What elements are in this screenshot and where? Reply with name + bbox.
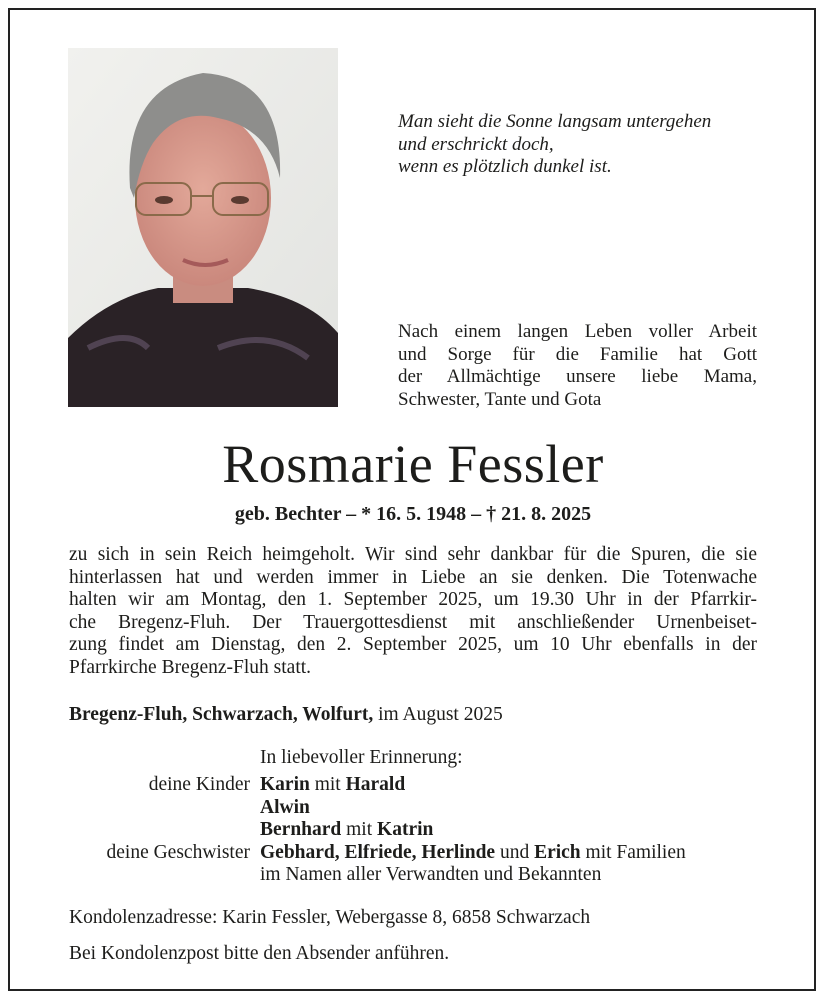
siblings-label: deine Geschwister bbox=[106, 841, 250, 863]
body-line: halten wir am Montag, den 1. September 2025, um 19.30 Uhr in der Pfarrkir- bbox=[69, 589, 757, 610]
deceased-name: Rosmarie Fessler bbox=[222, 434, 604, 494]
siblings-entry: Gebhard, Elfriede, Herlinde und Erich mit Familien bbox=[260, 841, 686, 863]
quote-line: Man sieht die Sonne langsam untergehen bbox=[398, 111, 712, 132]
condolence-address: Kondolenzadresse: Karin Fessler, Webergasse 8, 6858 Schwarzach bbox=[69, 907, 591, 928]
birth-death-dates: geb. Bechter – * 16. 5. 1948 – † 21. 8. 2025 bbox=[234, 503, 592, 525]
child-entry: Karin mit Harald bbox=[260, 774, 406, 795]
condolence-note: Bei Kondolenzpost bitte den Absender anführen. bbox=[69, 943, 450, 964]
family-heading: In liebevoller Erinnerung: bbox=[260, 747, 463, 768]
child-entry: Bernhard mit Katrin bbox=[260, 819, 434, 840]
body-line: zung findet am Dienstag, den 2. September 2025, um 10 Uhr ebenfalls in der bbox=[69, 634, 757, 655]
quote bbox=[398, 111, 768, 179]
body-text bbox=[69, 544, 757, 679]
place-date bbox=[69, 704, 503, 726]
portrait-photo bbox=[68, 48, 338, 407]
places: Bregenz-Fluh, Schwarzach, Wolfurt, bbox=[69, 704, 374, 725]
body-line: hinterlassen hat und werden immer in Liebe an sie denken. Die Totenwache bbox=[69, 566, 757, 588]
intro-line: Nach einem langen Leben voller Arbeit bbox=[398, 321, 757, 342]
quote-line: wenn es plötzlich dunkel ist. bbox=[398, 156, 612, 177]
body-line: Pfarrkirche Bregenz-Fluh statt. bbox=[69, 656, 312, 678]
intro-line: Schwester, Tante und Gota bbox=[398, 388, 602, 410]
intro-line: der Allmächtige unsere liebe Mama, bbox=[398, 366, 757, 387]
quote-line: und erschrickt doch, bbox=[398, 133, 554, 155]
body-line: che Bregenz-Fluh. Der Trauergottesdienst mit anschließender Urnenbeiset- bbox=[69, 611, 757, 633]
body-line: zu sich in sein Reich heimgeholt. Wir sind sehr dankbar für die Spuren, die sie bbox=[69, 544, 757, 565]
intro-text bbox=[398, 321, 757, 411]
family-closing: im Namen aller Verwandten und Bekannten bbox=[260, 864, 602, 885]
children-label: deine Kinder bbox=[148, 774, 250, 795]
intro-line: und Sorge für die Familie hat Gott bbox=[398, 343, 757, 365]
date: im August 2025 bbox=[373, 704, 503, 725]
child-entry: Alwin bbox=[260, 796, 310, 818]
